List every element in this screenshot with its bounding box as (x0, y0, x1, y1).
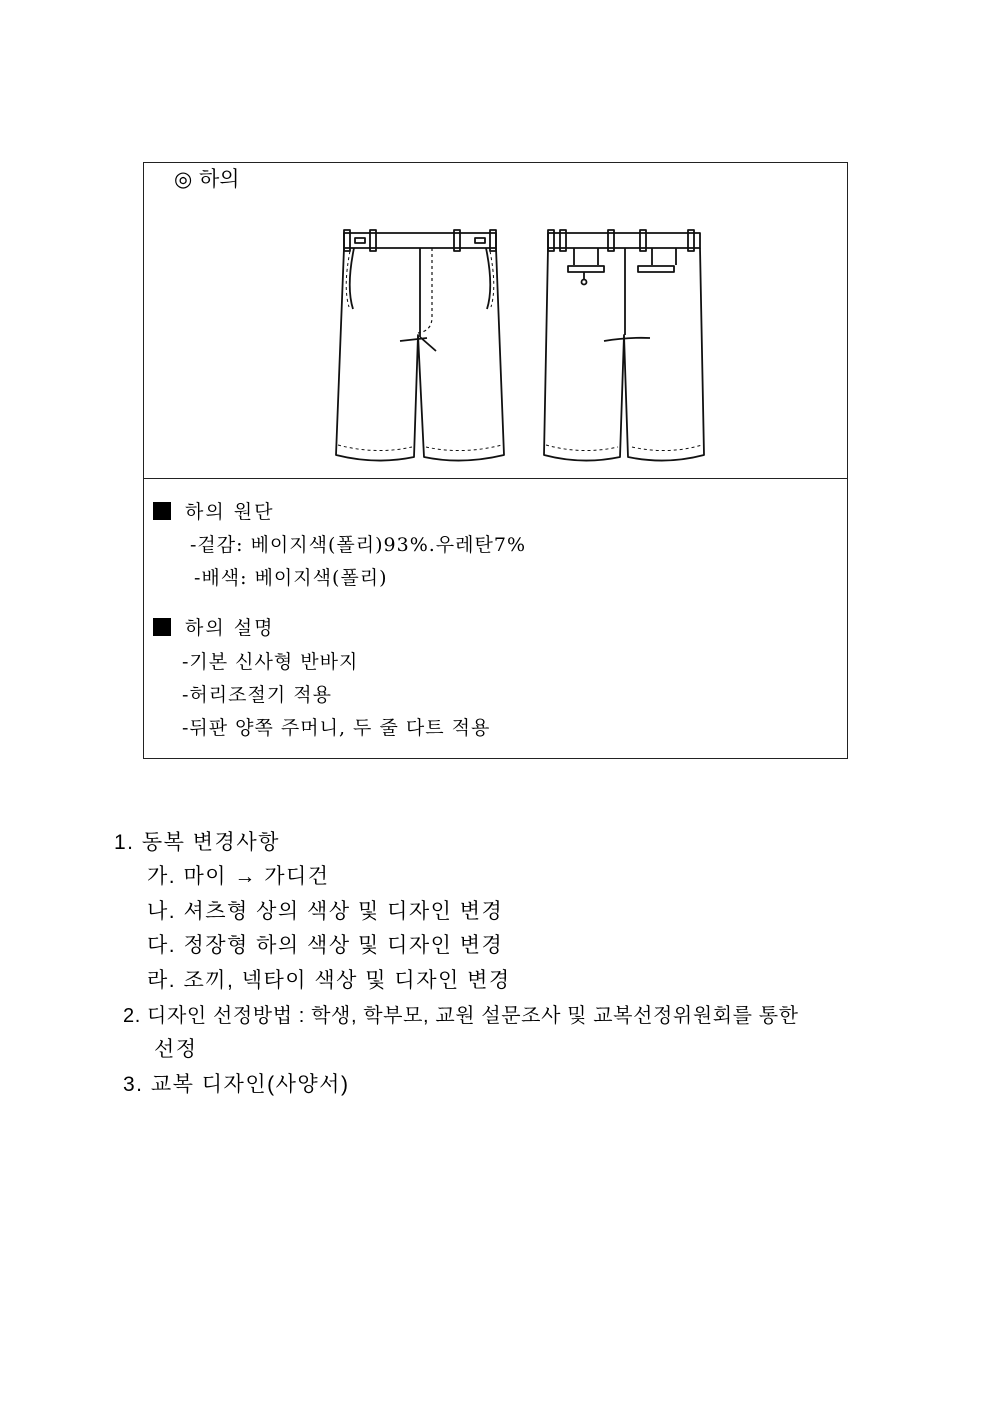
list-subitem-c: 다. 정장형 하의 색상 및 디자인 변경 (147, 934, 504, 957)
list-item-3: 3. 교복 디자인(사양서) (123, 1073, 350, 1096)
fabric-heading-text: 하의 원단 (185, 501, 275, 523)
front-view (336, 230, 504, 461)
description-heading (153, 613, 274, 640)
box-divider (144, 478, 847, 479)
description-heading-text: 하의 설명 (185, 617, 275, 639)
square-bullet-icon (153, 502, 171, 520)
description-line-2: -허리조절기 적용 (182, 684, 332, 706)
description-line-1: -기본 신사형 반바지 (182, 651, 359, 673)
back-view (544, 230, 704, 461)
list-item-2: 2. 디자인 선정방법 : 학생, 학부모, 교원 설문조사 및 교복선정위원회를 통한 (123, 1005, 799, 1027)
list-item-2-continuation: 선정 (154, 1038, 198, 1061)
shorts-drawing (332, 227, 712, 471)
fabric-line-1: -겉감: 베이지색(폴리)93%.우레탄7% (190, 534, 526, 556)
spec-box (143, 162, 848, 759)
section-title: ◎ 하의 (174, 167, 240, 191)
fabric-line-2: -배색: 베이지색(폴리) (194, 567, 388, 589)
fabric-heading (153, 497, 274, 524)
list-subitem-d: 라. 조끼, 넥타이 색상 및 디자인 변경 (147, 969, 511, 992)
description-line-3: -뒤판 양쪽 주머니, 두 줄 다트 적용 (182, 717, 491, 739)
list-item-1: 1. 동복 변경사항 (114, 831, 280, 854)
list-subitem-b: 나. 셔츠형 상의 색상 및 디자인 변경 (147, 900, 504, 923)
list-subitem-a: 가. 마이 → 가디건 (147, 865, 330, 888)
square-bullet-icon (153, 618, 171, 636)
